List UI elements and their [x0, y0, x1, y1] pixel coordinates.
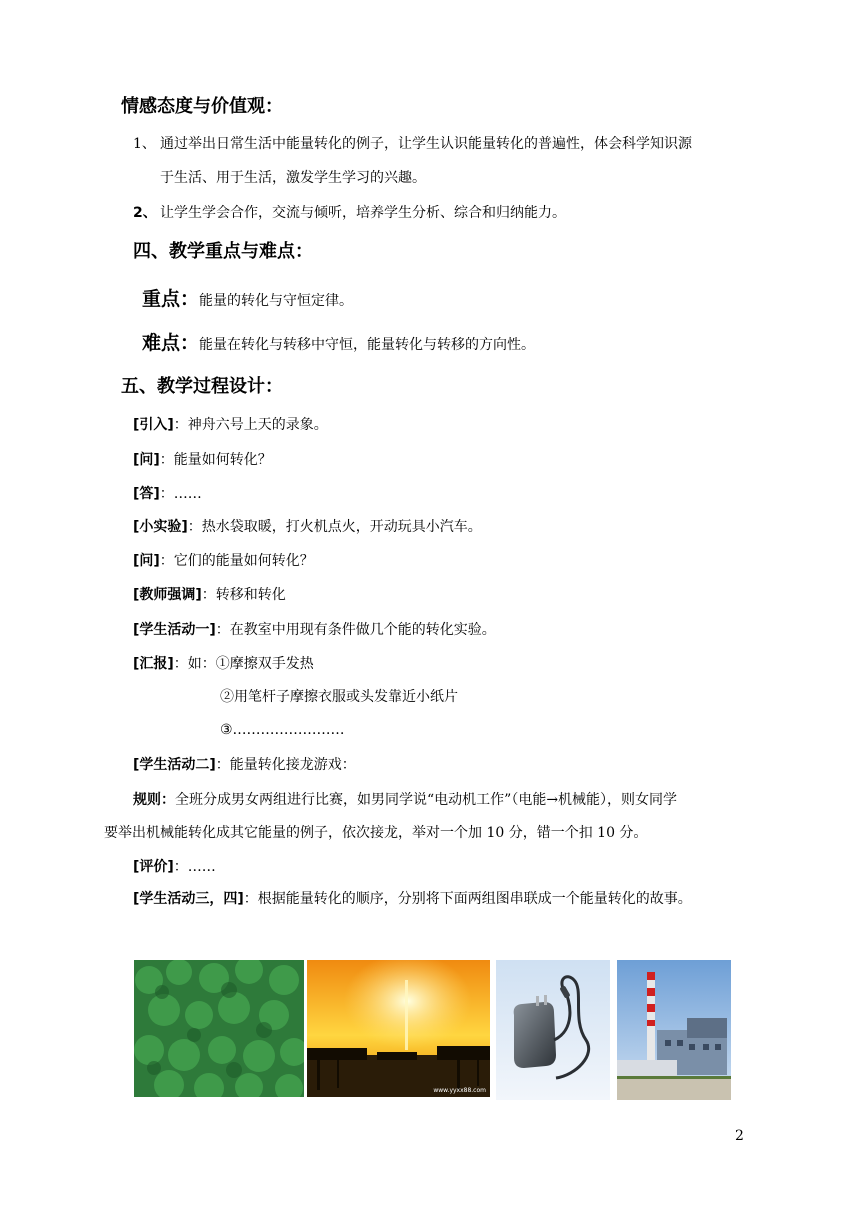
rule-label: 规则：	[133, 792, 175, 808]
step-row	[133, 450, 272, 470]
rule-line1	[133, 790, 677, 810]
step-text: ：神舟六号上天的录象。	[173, 417, 328, 433]
step-text: ：……	[159, 486, 202, 502]
step-tag: [小实验]	[133, 519, 188, 535]
step-tag: [汇报]	[133, 656, 174, 672]
step-tag: [教师强调]	[133, 587, 202, 603]
keypoints-title: 四、教学重点与难点：	[133, 241, 313, 262]
activity34-row	[133, 889, 692, 909]
sunset-image	[307, 960, 490, 1097]
process-title: 五、教学过程设计：	[121, 376, 283, 397]
step-row	[133, 517, 482, 537]
activity2-text: ：能量转化接龙游戏：	[215, 757, 356, 773]
step-tag: [答]	[133, 486, 160, 502]
activity2-tag: [学生活动二]	[133, 757, 216, 773]
step-tag: [问]	[133, 553, 160, 569]
page-number: 2	[735, 1128, 744, 1144]
power-plant-image	[617, 960, 731, 1100]
attitude-item2-text: 让学生学会合作，交流与倾听，培养学生分析、综合和归纳能力。	[160, 205, 566, 221]
attitude-item1-line2: 于生活、用于生活，激发学生学习的兴趣。	[160, 170, 426, 186]
step-tag: [引入]	[133, 417, 174, 433]
step-text: ：热水袋取暖，打火机点火，开动玩具小汽车。	[187, 519, 482, 535]
activity2-row	[133, 755, 356, 775]
focus-label: 重点：	[142, 288, 200, 310]
eval-tag: [评价]	[133, 859, 174, 875]
difficulty-label: 难点：	[142, 332, 200, 354]
sunset-watermark: www.yyxx88.com	[433, 1087, 486, 1094]
eval-row	[133, 857, 216, 877]
focus-text: 能量的转化与守恒定律。	[199, 293, 354, 309]
report-item2: ②用笔杆子摩擦衣服或头发靠近小纸片	[220, 689, 458, 705]
forest-image	[134, 960, 304, 1097]
step-tag: [问]	[133, 452, 160, 468]
difficulty-row	[142, 331, 535, 357]
rule-text1: 全班分成男女两组进行比赛，如男同学说“电动机工作”（电能→机械能），则女同学	[175, 792, 678, 808]
step-text: ：在教室中用现有条件做几个能的转化实验。	[215, 622, 496, 638]
activity34-tag: [学生活动三，四]	[133, 891, 244, 907]
step-row	[133, 551, 314, 571]
step-row	[133, 415, 328, 435]
eval-text: ：……	[173, 859, 216, 875]
attitude-item1-num: 1、	[133, 136, 156, 152]
step-row	[133, 484, 202, 504]
charger-image	[496, 960, 610, 1100]
step-tag: [学生活动一]	[133, 622, 216, 638]
report-item3: ③……………………	[220, 722, 345, 738]
step-text: ：转移和转化	[201, 587, 286, 603]
step-row	[133, 585, 286, 605]
activity34-text: ：根据能量转化的顺序，分别将下面两组图串联成一个能量转化的故事。	[243, 891, 692, 907]
step-text: ：它们的能量如何转化？	[159, 553, 314, 569]
attitude-title: 情感态度与价值观：	[121, 96, 283, 117]
attitude-item1-line1: 通过举出日常生活中能量转化的例子，让学生认识能量转化的普遍性，体会科学知识源	[160, 136, 692, 152]
step-text: ：如：①摩擦双手发热	[173, 656, 314, 672]
step-row	[133, 620, 496, 640]
step-row	[133, 654, 314, 674]
step-text: ：能量如何转化？	[159, 452, 272, 468]
rule-line2: 要举出机械能转化成其它能量的例子，依次接龙，举对一个加 10 分，错一个扣 10 分。	[104, 825, 648, 841]
focus-row	[142, 287, 353, 313]
attitude-item2-num: 2、	[133, 205, 157, 221]
difficulty-text: 能量在转化与转移中守恒，能量转化与转移的方向性。	[199, 337, 536, 353]
